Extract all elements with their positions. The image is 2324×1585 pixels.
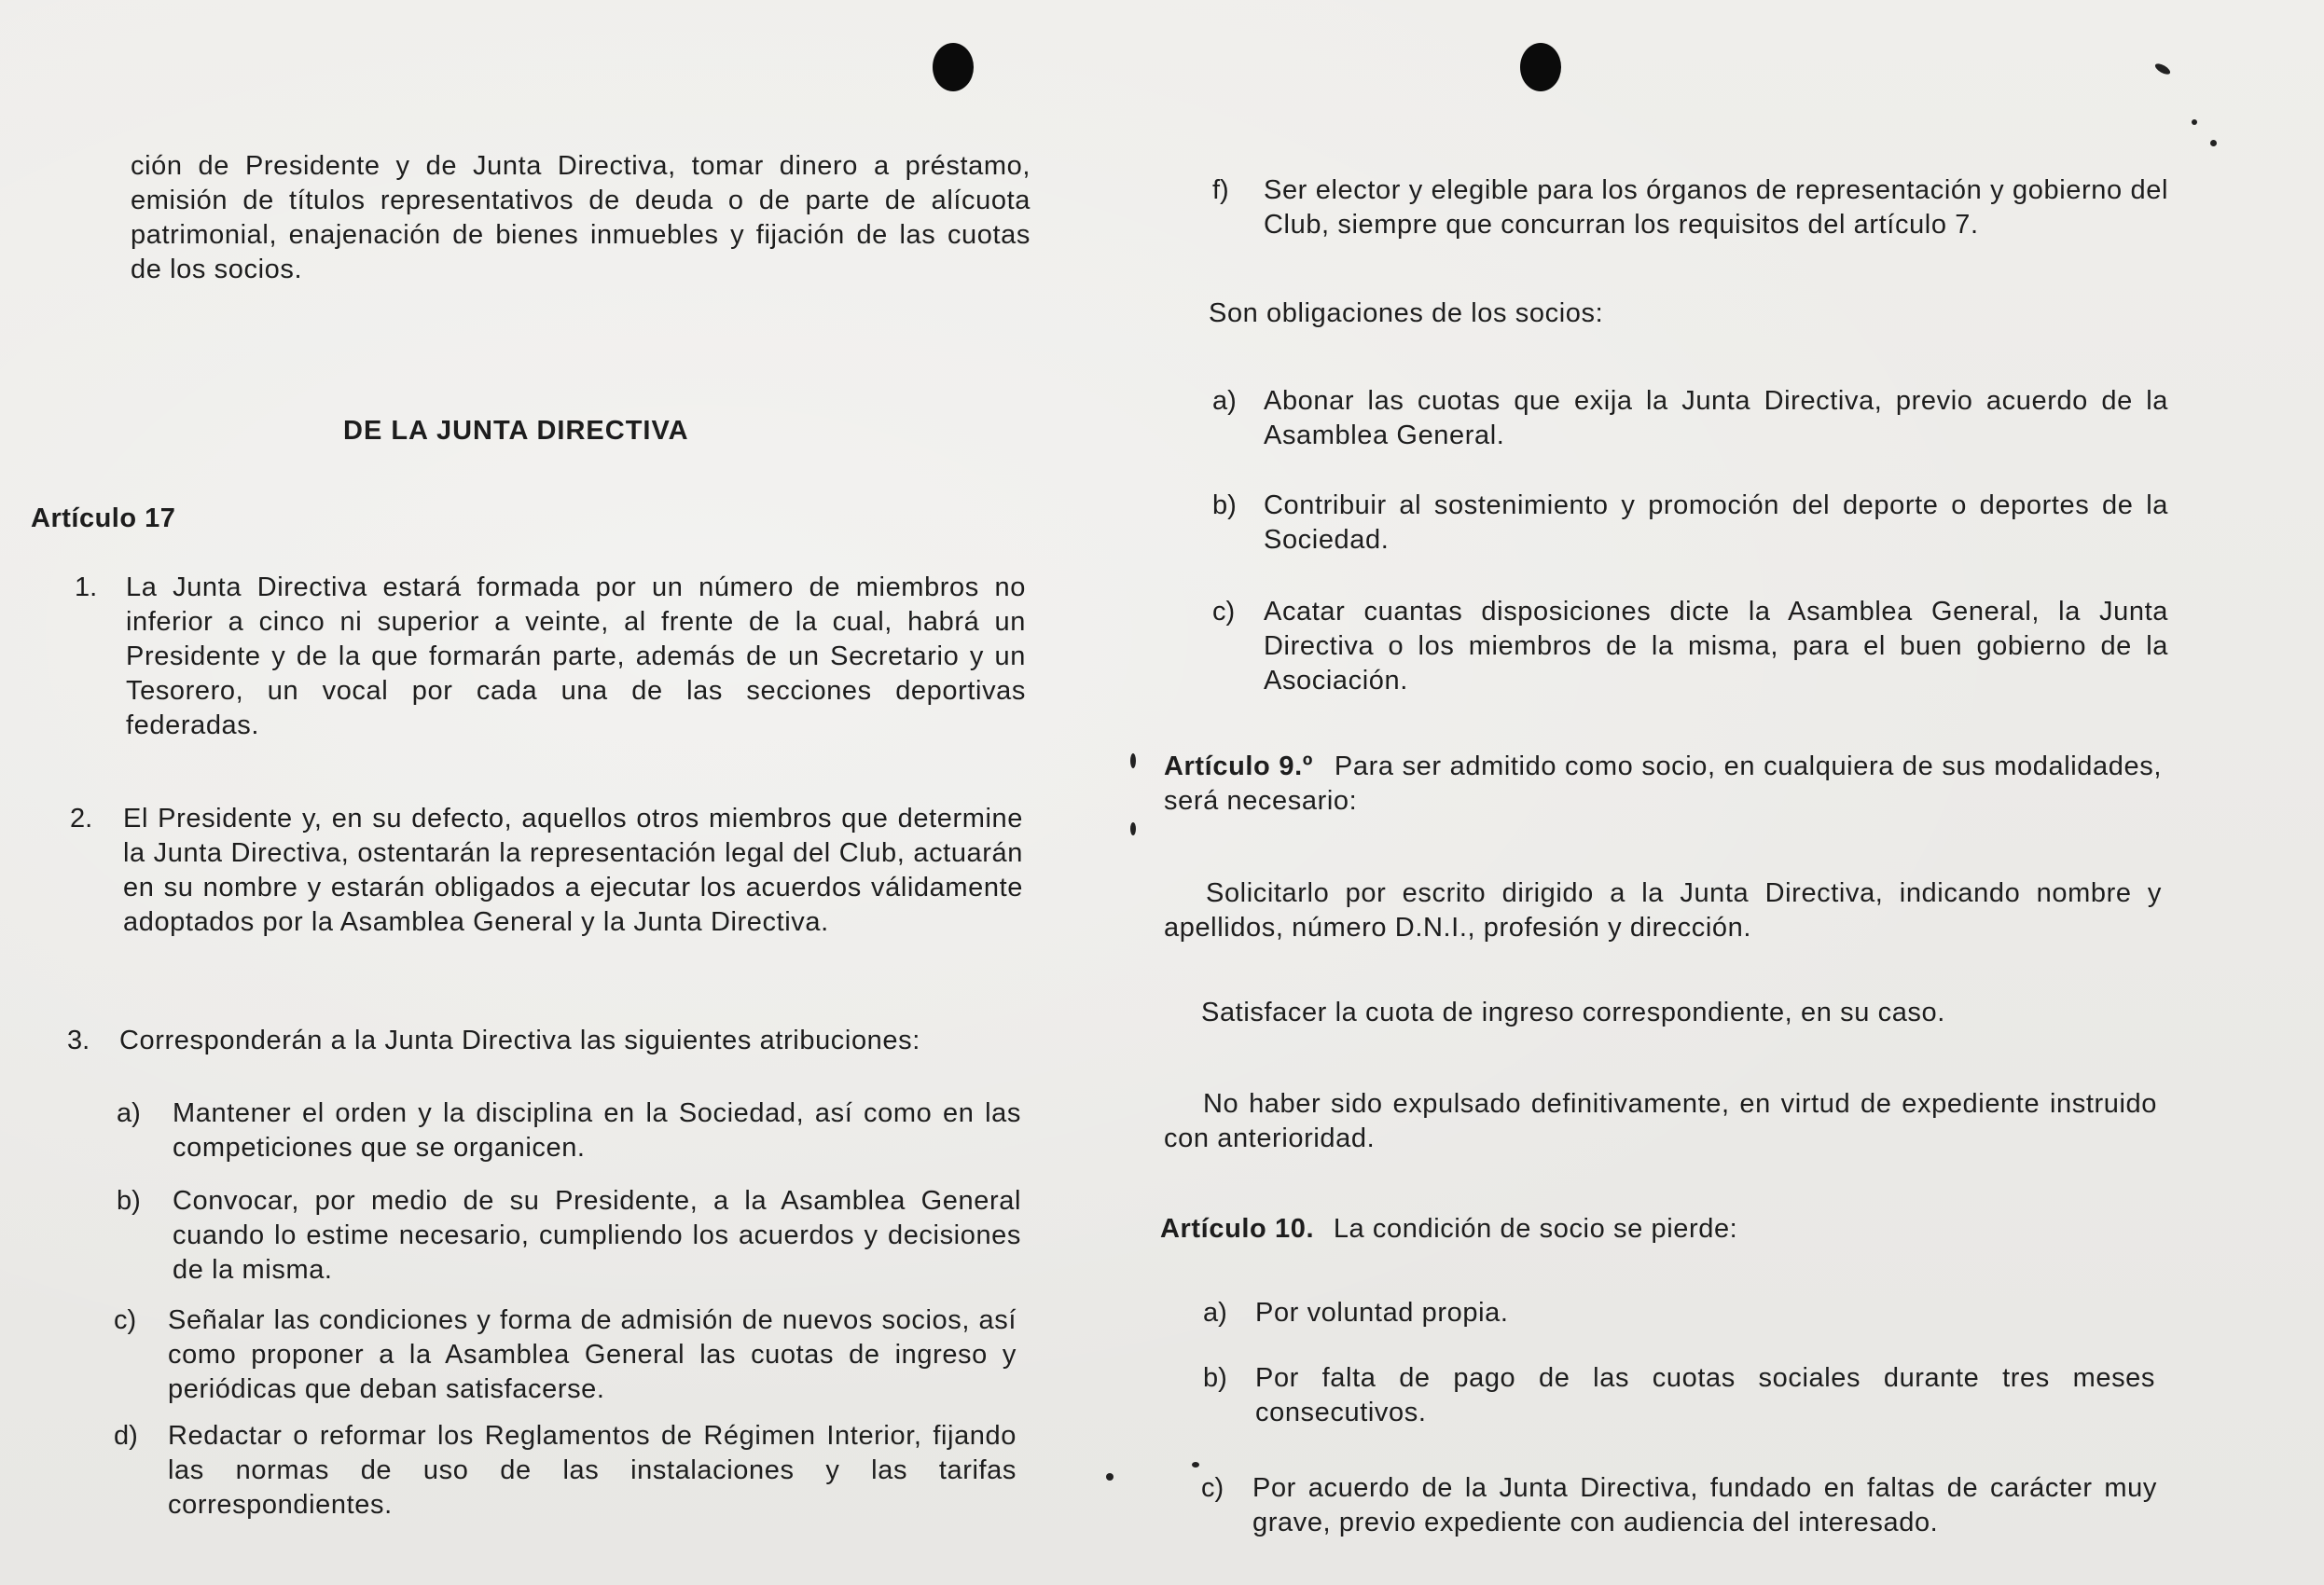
item-letter: c) bbox=[114, 1305, 137, 1335]
item-number: 2. bbox=[70, 804, 93, 834]
item-text: Señalar las condiciones y forma de admisión de nuevos socios, así como proponer a la Asamblea General las cuotas de ingreso y periódicas que deban satisfacerse. bbox=[168, 1305, 1017, 1404]
item-text: El Presidente y, en su defecto, aquellos otros miembros que determine la Junta Directiva, ostentarán la representación legal del Club, actuarán en su nombre y estarán obligados a ejecutar los acuerdos válidamente adoptados por la Asamblea General y la Junta Directiva. bbox=[123, 804, 1023, 937]
speck bbox=[1130, 753, 1136, 768]
item-text: Acatar cuantas disposiciones dicte la Asamblea General, la Junta Directiva o los miembros de la misma, para el buen gobierno de la Asociación. bbox=[1264, 597, 2168, 696]
article-10-text: La condición de socio se pierde: bbox=[1333, 1214, 1738, 1244]
speck bbox=[1130, 822, 1136, 835]
item-text: Por falta de pago de las cuotas sociales durante tres meses consecutivos. bbox=[1255, 1363, 2155, 1427]
article-10-title: Artículo 10. bbox=[1160, 1214, 1315, 1244]
speck bbox=[1192, 1462, 1199, 1468]
punch-hole-left bbox=[933, 43, 974, 91]
article-9-requirement-1: Solicitarlo por escrito dirigido a la Junta Directiva, indicando nombre y apellidos, número D.N.I., profesión y dirección. bbox=[1164, 878, 2162, 943]
item-letter: d) bbox=[114, 1421, 138, 1451]
item-number: 3. bbox=[67, 1026, 90, 1055]
item-text: Mantener el orden y la disciplina en la Sociedad, así como en las competiciones que se organicen. bbox=[173, 1098, 1021, 1163]
item-text: Por voluntad propia. bbox=[1255, 1298, 1509, 1328]
speck bbox=[2210, 140, 2217, 146]
item-letter: a) bbox=[1212, 386, 1237, 416]
punch-hole-right bbox=[1520, 43, 1561, 91]
item-text: Por acuerdo de la Junta Directiva, fundado en faltas de carácter muy grave, previo expediente con audiencia del interesado. bbox=[1252, 1473, 2157, 1537]
item-letter: b) bbox=[1212, 490, 1237, 520]
item-letter: a) bbox=[117, 1098, 141, 1128]
left-intro-paragraph: ción de Presidente y de Junta Directiva, tomar dinero a préstamo, emisión de títulos representativos de deuda o de parte de alícuota patrimonial, enajenación de bienes inmuebles y fijación de las cuotas de los socios. bbox=[131, 151, 1031, 284]
item-letter: b) bbox=[117, 1186, 141, 1216]
article-10-block bbox=[1160, 1212, 2158, 1247]
item-text: Convocar, por medio de su Presidente, a la Asamblea General cuando lo estime necesario, cumpliendo los acuerdos y decisiones de la misma. bbox=[173, 1186, 1021, 1285]
item-text: Redactar o reformar los Reglamentos de Régimen Interior, fijando las normas de uso de las instalaciones y las tarifas correspondientes. bbox=[168, 1421, 1017, 1520]
article-9-text: Para ser admitido como socio, en cualquiera de sus modalidades, será necesario: bbox=[1164, 751, 2162, 816]
item-letter: c) bbox=[1201, 1473, 1224, 1503]
item-text: Abonar las cuotas que exija la Junta Directiva, previo acuerdo de la Asamblea General. bbox=[1264, 386, 2168, 450]
obligations-intro: Son obligaciones de los socios: bbox=[1209, 298, 1604, 328]
item-text: Contribuir al sostenimiento y promoción del deporte o deportes de la Sociedad. bbox=[1264, 490, 2168, 555]
item-text: La Junta Directiva estará formada por un número de miembros no inferior a cinco ni superior a veinte, al frente de la cual, habrá un Presidente y de la que formarán parte, además de un Secretario y un Tesorero, un vocal por cada una de las secciones deportivas federadas. bbox=[126, 572, 1026, 740]
speck bbox=[2153, 62, 2172, 76]
article-9-block bbox=[1164, 750, 2162, 819]
section-heading: DE LA JUNTA DIRECTIVA bbox=[343, 416, 689, 446]
item-letter: c) bbox=[1212, 597, 1236, 627]
item-text: Corresponderán a la Junta Directiva las siguientes atribuciones: bbox=[119, 1026, 920, 1055]
item-number: 1. bbox=[75, 572, 98, 602]
item-letter: f) bbox=[1212, 175, 1229, 205]
article-9-requirement-2: Satisfacer la cuota de ingreso correspondiente, en su caso. bbox=[1201, 998, 1945, 1027]
speck bbox=[1106, 1473, 1114, 1481]
item-letter: a) bbox=[1203, 1298, 1227, 1328]
item-letter: b) bbox=[1203, 1363, 1227, 1393]
article-17-title: Artículo 17 bbox=[31, 503, 176, 533]
speck bbox=[2192, 119, 2197, 125]
item-text: Ser elector y elegible para los órganos de representación y gobierno del Club, siempre que concurran los requisitos del artículo 7. bbox=[1264, 175, 2168, 240]
article-9-title: Artículo 9.º bbox=[1164, 751, 1313, 781]
article-9-requirement-3: No haber sido expulsado definitivamente, en virtud de expediente instruido con anterioridad. bbox=[1164, 1089, 2157, 1153]
